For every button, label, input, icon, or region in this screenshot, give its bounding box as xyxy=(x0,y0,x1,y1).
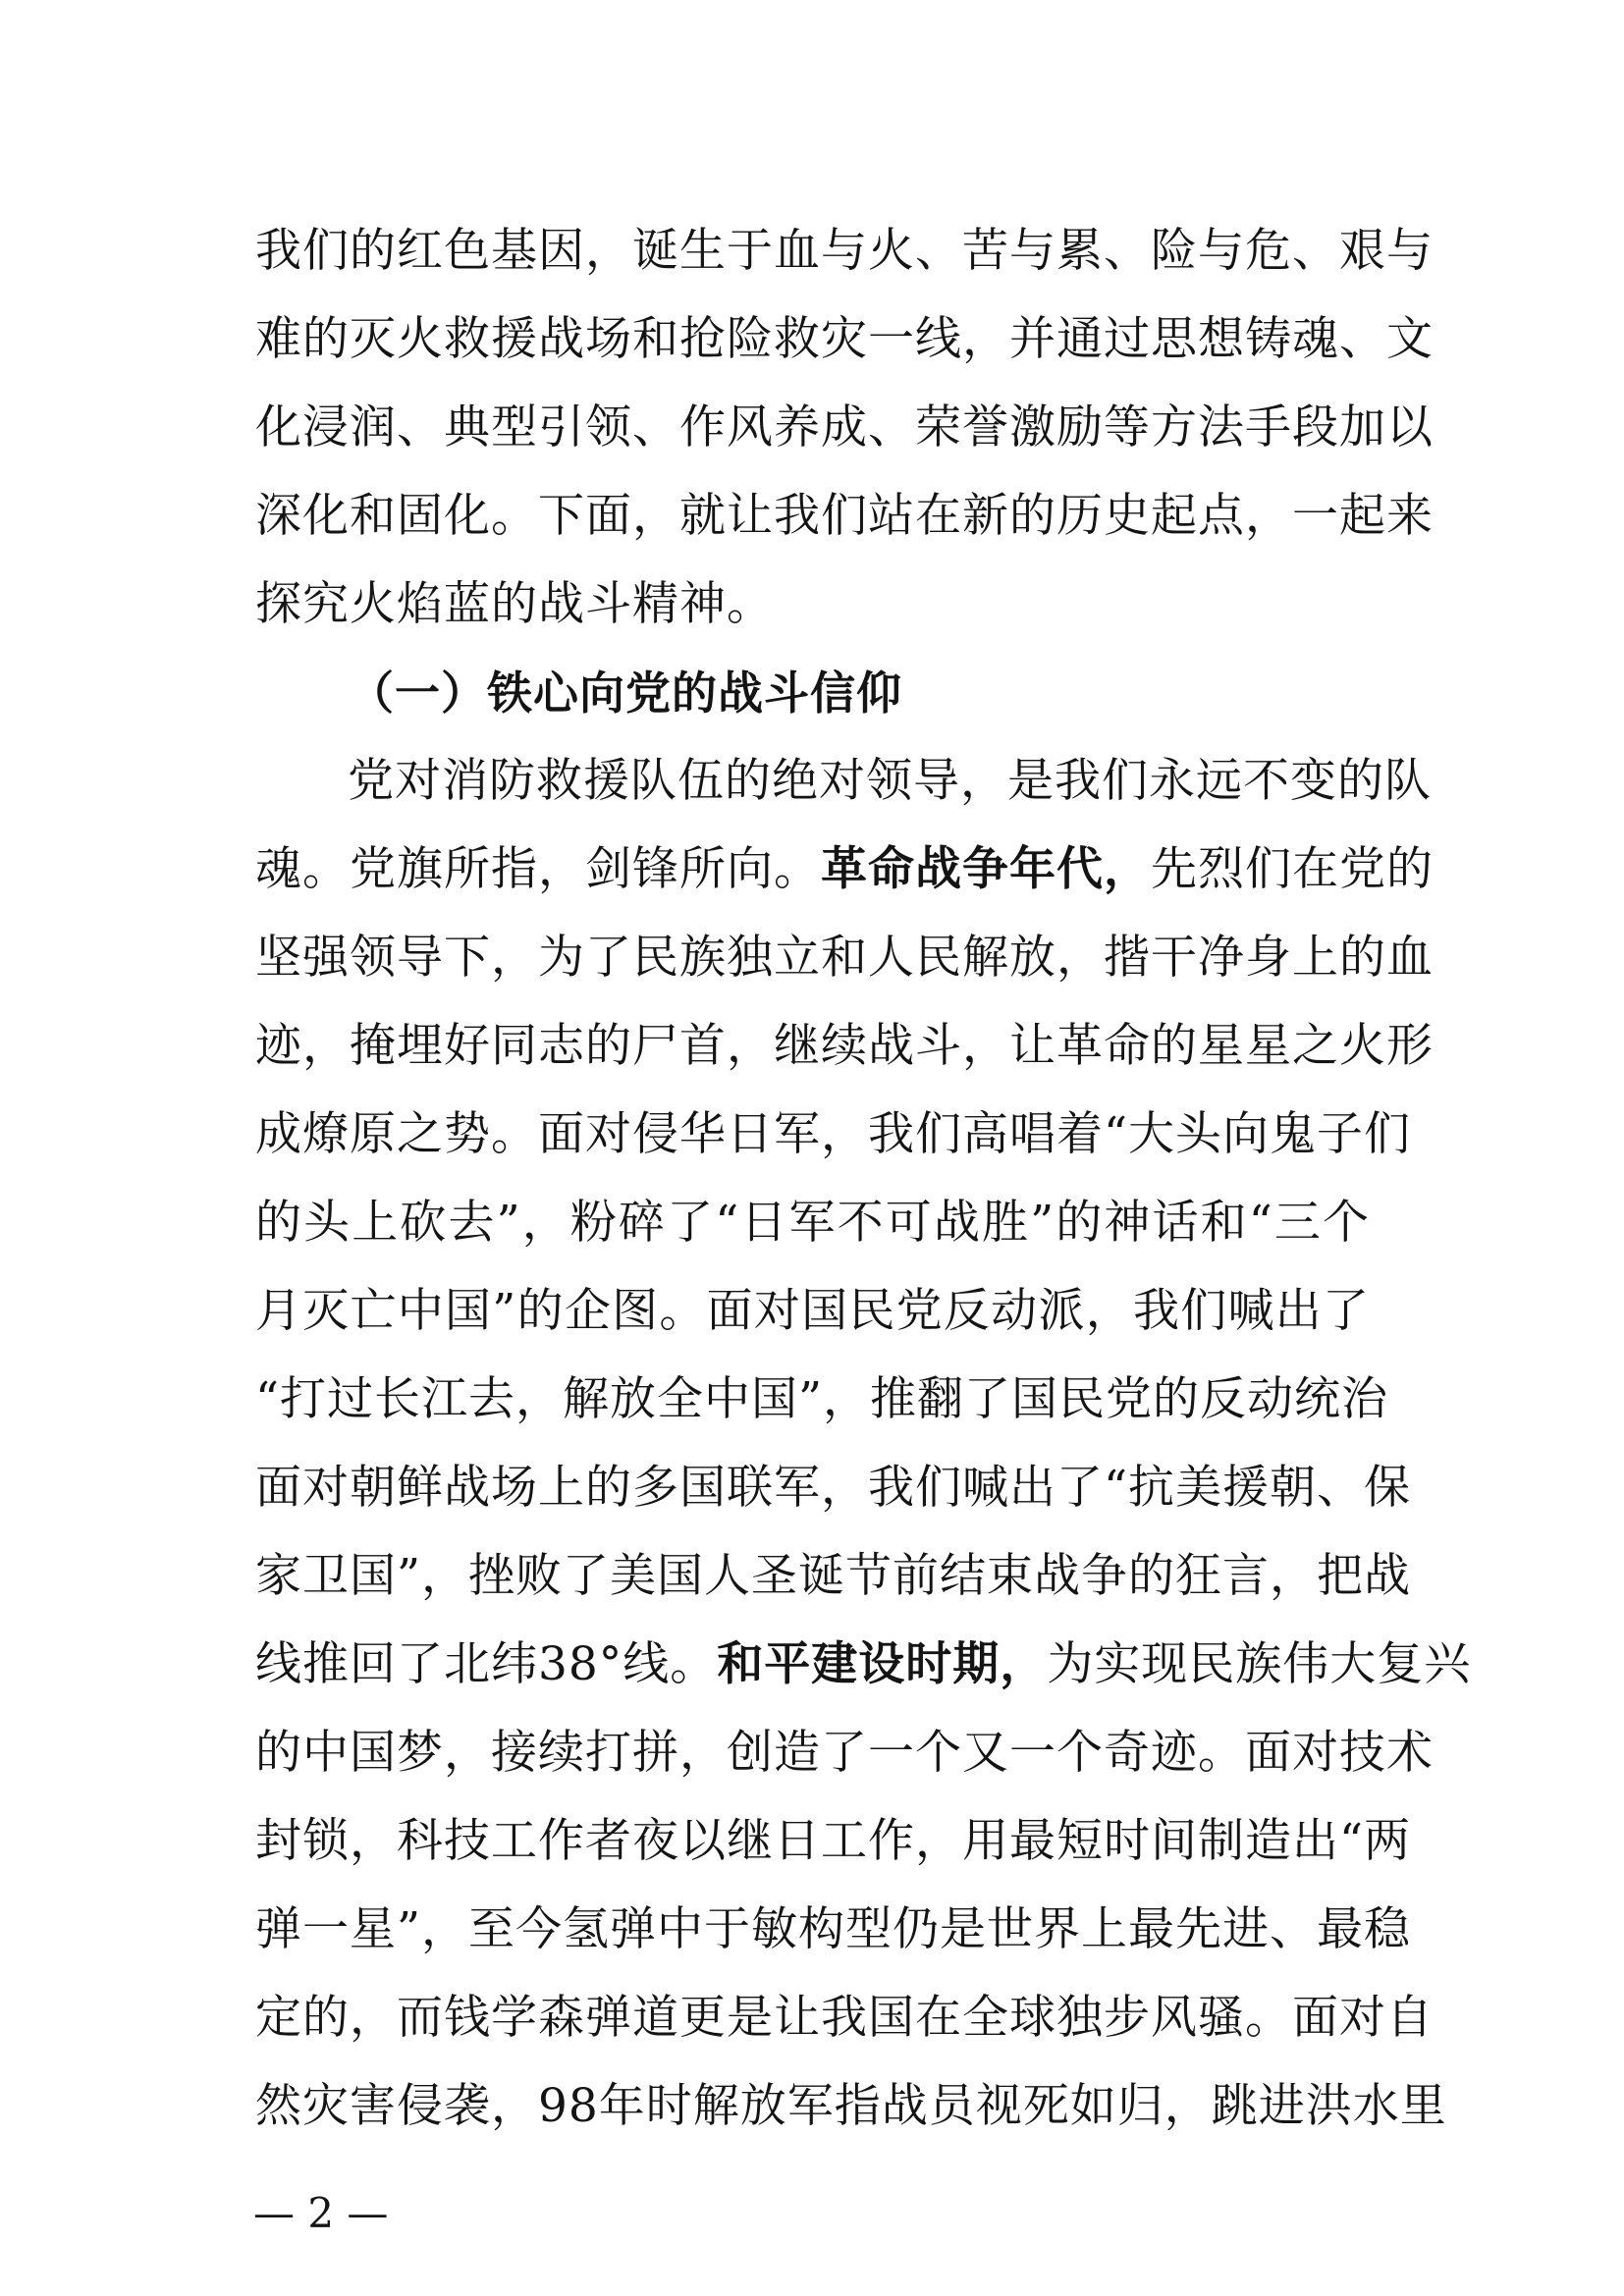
line-text: 线推回了北纬38°线。 xyxy=(255,1637,718,1691)
bold-phrase: 和平建设时期， xyxy=(717,1637,1048,1691)
paragraph-1-line-3: 化浸润、典型引领、作风养成、荣誉激励等方法手段加以 xyxy=(255,400,1434,454)
paragraph-2-line-2 xyxy=(255,826,1434,914)
bold-phrase: 革命战争年代， xyxy=(821,842,1151,896)
paragraph-2-line-6: 的头上砍去”，粉碎了“日军不可战胜”的神话和“三个 xyxy=(255,1196,1370,1250)
paragraph-2-line-1: 党对消防救援队伍的绝对领导，是我们永远不变的队 xyxy=(348,754,1432,808)
paragraph-1-line-4: 深化和固化。下面，就让我们站在新的历史起点，一起来 xyxy=(255,489,1434,543)
paragraph-2-line-12: 的中国梦，接续打拼，创造了一个又一个奇迹。面对技术 xyxy=(255,1726,1434,1780)
section-heading: （一）铁心向党的战斗信仰 xyxy=(349,667,902,720)
paragraph-2-line-15: 定的，而钱学森弹道更是让我国在全球独步风骚。面对自 xyxy=(255,1991,1434,2045)
paragraph-1-line-5: 探究火焰蓝的战斗精神。 xyxy=(255,577,774,631)
paragraph-2-line-9: 面对朝鲜战场上的多国联军，我们喊出了“抗美援朝、保 xyxy=(255,1461,1412,1515)
line-text: 魂。党旗所指，剑锋所向。 xyxy=(255,842,821,896)
paragraph-2-line-14: 弹一星”，至今氢弹中于敏构型仍是世界上最先进、最稳 xyxy=(255,1902,1412,1956)
paragraph-2-line-8: “打过长江去，解放全中国”，推翻了国民党的反动统治 xyxy=(255,1372,1389,1426)
paragraph-2-line-3: 坚强领导下，为了民族独立和人民解放，揩干净身上的血 xyxy=(255,931,1434,985)
paragraph-2-line-7: 月灭亡中国”的企图。面对国民党反动派，我们喊出了 xyxy=(255,1284,1370,1338)
page-number: — 2 — xyxy=(253,2189,389,2237)
paragraph-2-line-11 xyxy=(255,1621,1472,1709)
paragraph-2-line-16: 然灾害侵袭，98年时解放军指战员视死如归，跳进洪水里 xyxy=(255,2079,1447,2133)
paragraph-2-line-10: 家卫国”，挫败了美国人圣诞节前结束战争的狂言，把战 xyxy=(255,1549,1412,1603)
paragraph-2-line-4: 迹，掩埋好同志的尸首，继续战斗，让革命的星星之火形 xyxy=(255,1019,1434,1073)
paragraph-1-line-1: 我们的红色基因，诞生于血与火、苦与累、险与危、艰与 xyxy=(255,224,1434,278)
paragraph-1-line-2: 难的灭火救援战场和抢险救灾一线，并通过思想铸魂、文 xyxy=(255,312,1434,366)
line-text: 先烈们在党的 xyxy=(1151,842,1434,896)
paragraph-2-line-13: 封锁，科技工作者夜以继日工作，用最短时间制造出“两 xyxy=(255,1814,1412,1868)
paragraph-2-line-5: 成燎原之势。面对侵华日军，我们高唱着“大头向鬼子们 xyxy=(255,1107,1412,1161)
line-text: 为实现民族伟大复兴 xyxy=(1047,1637,1472,1691)
